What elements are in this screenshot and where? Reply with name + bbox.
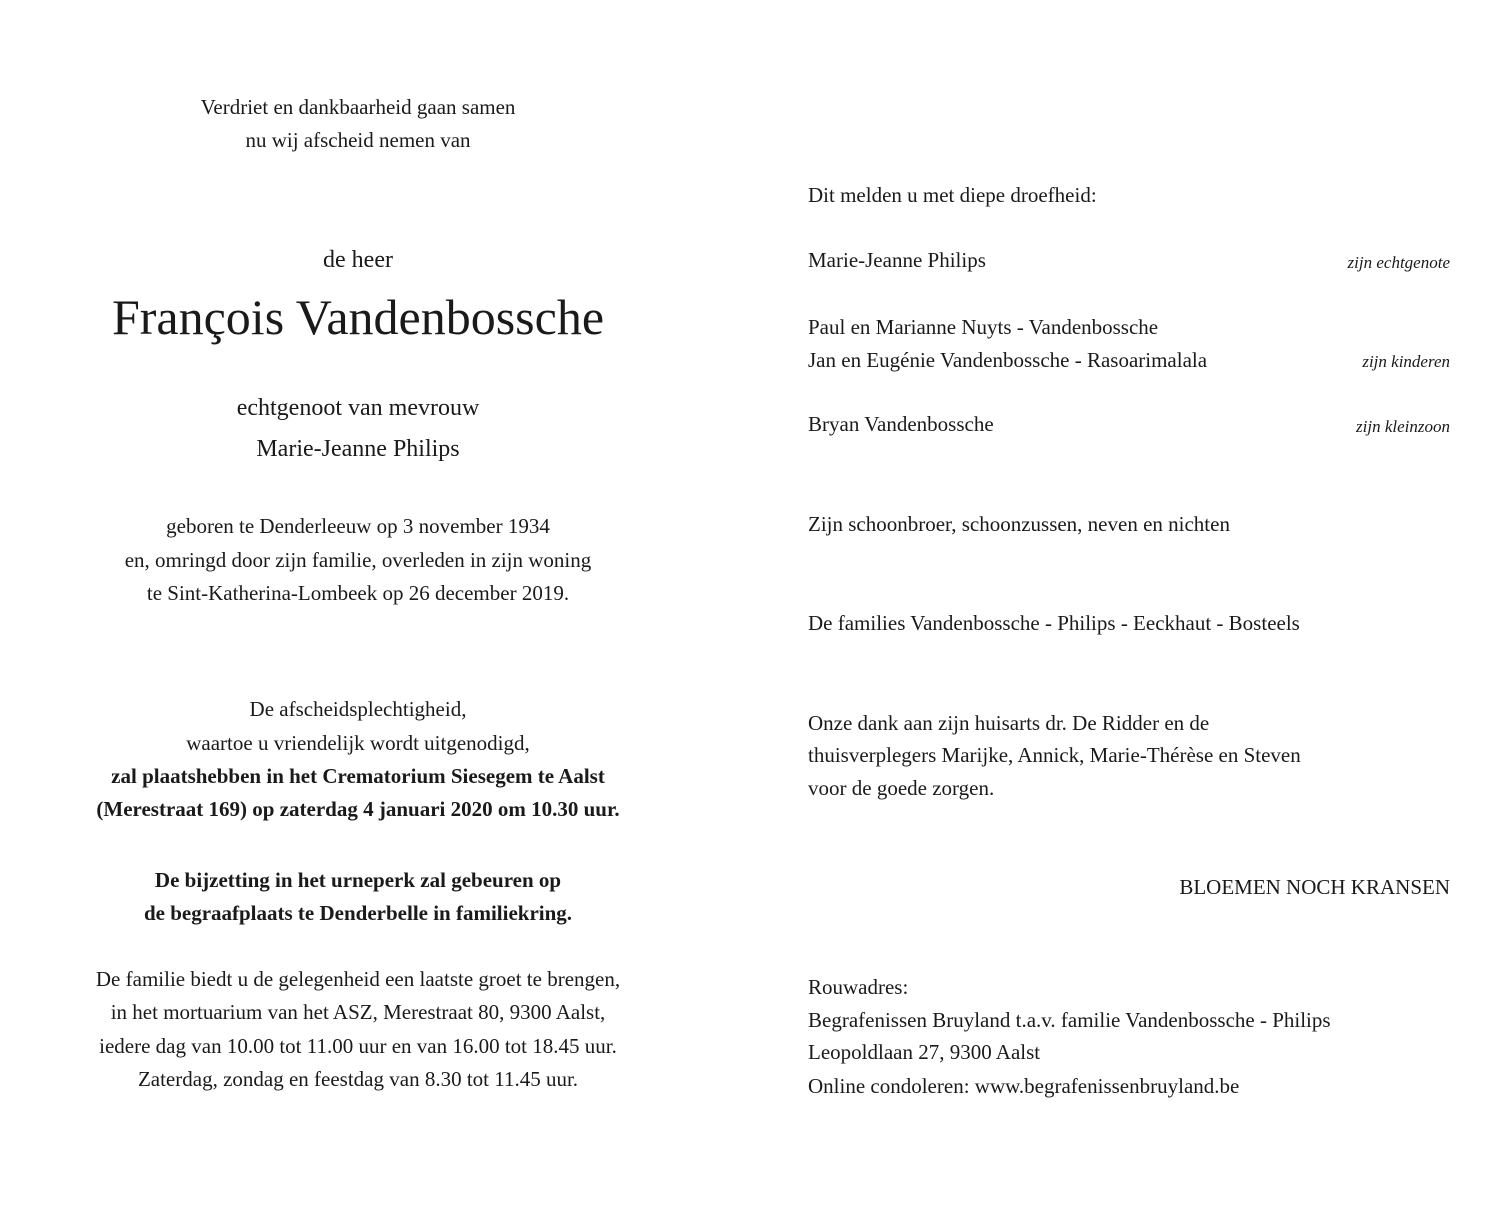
life-line: te Sint-Katherina-Lombeek op 26 december 2019. <box>146 581 570 605</box>
life-line: en, omringd door zijn familie, overleden in zijn woning <box>124 548 592 572</box>
family-member-name: Marie-Jeanne Philips <box>808 248 986 272</box>
family-member-name: Paul en Marianne Nuyts - Vandenbossche <box>808 315 1159 339</box>
intro-line: Verdriet en dankbaarheid gaan samen <box>200 95 516 119</box>
visit-line: De familie biedt u de gelegenheid een laatste groet te brengen, <box>95 967 621 991</box>
family-member-name: Jan en Eugénie Vandenbossche - Rasoarimalala <box>808 348 1208 372</box>
life-line: geboren te Denderleeuw op 3 november 1934 <box>166 514 550 538</box>
family-role: zijn kinderen <box>1362 352 1450 371</box>
burial-line: de begraafplaats te Denderbelle in familiekring. <box>143 901 573 925</box>
family-member-name: Bryan Vandenbossche <box>808 412 994 436</box>
family-role: zijn echtgenote <box>1347 253 1450 272</box>
flowers-notice: BLOEMEN NOCH KRANSEN <box>1179 875 1450 899</box>
spouse-intro: echtgenoot van mevrouw <box>236 395 480 421</box>
announcement: Dit melden u met diepe droefheid: <box>808 183 1097 207</box>
in-laws-line: Zijn schoonbroer, schoonzussen, neven en nichten <box>808 512 1230 536</box>
address-line: Rouwadres: <box>808 975 909 999</box>
address-line: Leopoldlaan 27, 9300 Aalst <box>808 1040 1041 1064</box>
thanks-line: voor de goede zorgen. <box>808 776 995 800</box>
thanks-line: Onze dank aan zijn huisarts dr. De Ridder en de <box>808 711 1210 735</box>
ceremony-line: waartoe u vriendelijk wordt uitgenodigd, <box>186 731 530 755</box>
ceremony-line: De afscheidsplechtigheid, <box>249 697 467 721</box>
burial-line: De bijzetting in het urneperk zal gebeuren op <box>154 868 562 892</box>
visit-line: in het mortuarium van het ASZ, Merestraat 80, 9300 Aalst, <box>110 1000 606 1024</box>
deceased-name: François Vandenbossche <box>111 289 605 345</box>
thanks-line: thuisverplegers Marijke, Annick, Marie-Thérèse en Steven <box>808 743 1301 767</box>
ceremony-bold-line: zal plaatshebben in het Crematorium Siesegem te Aalst <box>111 764 605 788</box>
families-line: De families Vandenbossche - Philips - Eeckhaut - Bosteels <box>808 611 1300 635</box>
visit-line: iedere dag van 10.00 tot 11.00 uur en van 16.00 tot 18.45 uur. <box>99 1034 617 1058</box>
spouse-name: Marie-Jeanne Philips <box>256 436 460 462</box>
visit-line: Zaterdag, zondag en feestdag van 8.30 tot 11.45 uur. <box>137 1067 579 1091</box>
ceremony-bold-line: (Merestraat 169) op zaterdag 4 januari 2020 om 10.30 uur. <box>96 797 620 821</box>
deceased-title: de heer <box>323 247 393 273</box>
address-line: Online condoleren: www.begrafenissenbruyland.be <box>808 1074 1240 1098</box>
intro-line: nu wij afscheid nemen van <box>245 128 471 152</box>
address-line: Begrafenissen Bruyland t.a.v. familie Vandenbossche - Philips <box>808 1008 1331 1032</box>
family-role: zijn kleinzoon <box>1356 417 1450 436</box>
